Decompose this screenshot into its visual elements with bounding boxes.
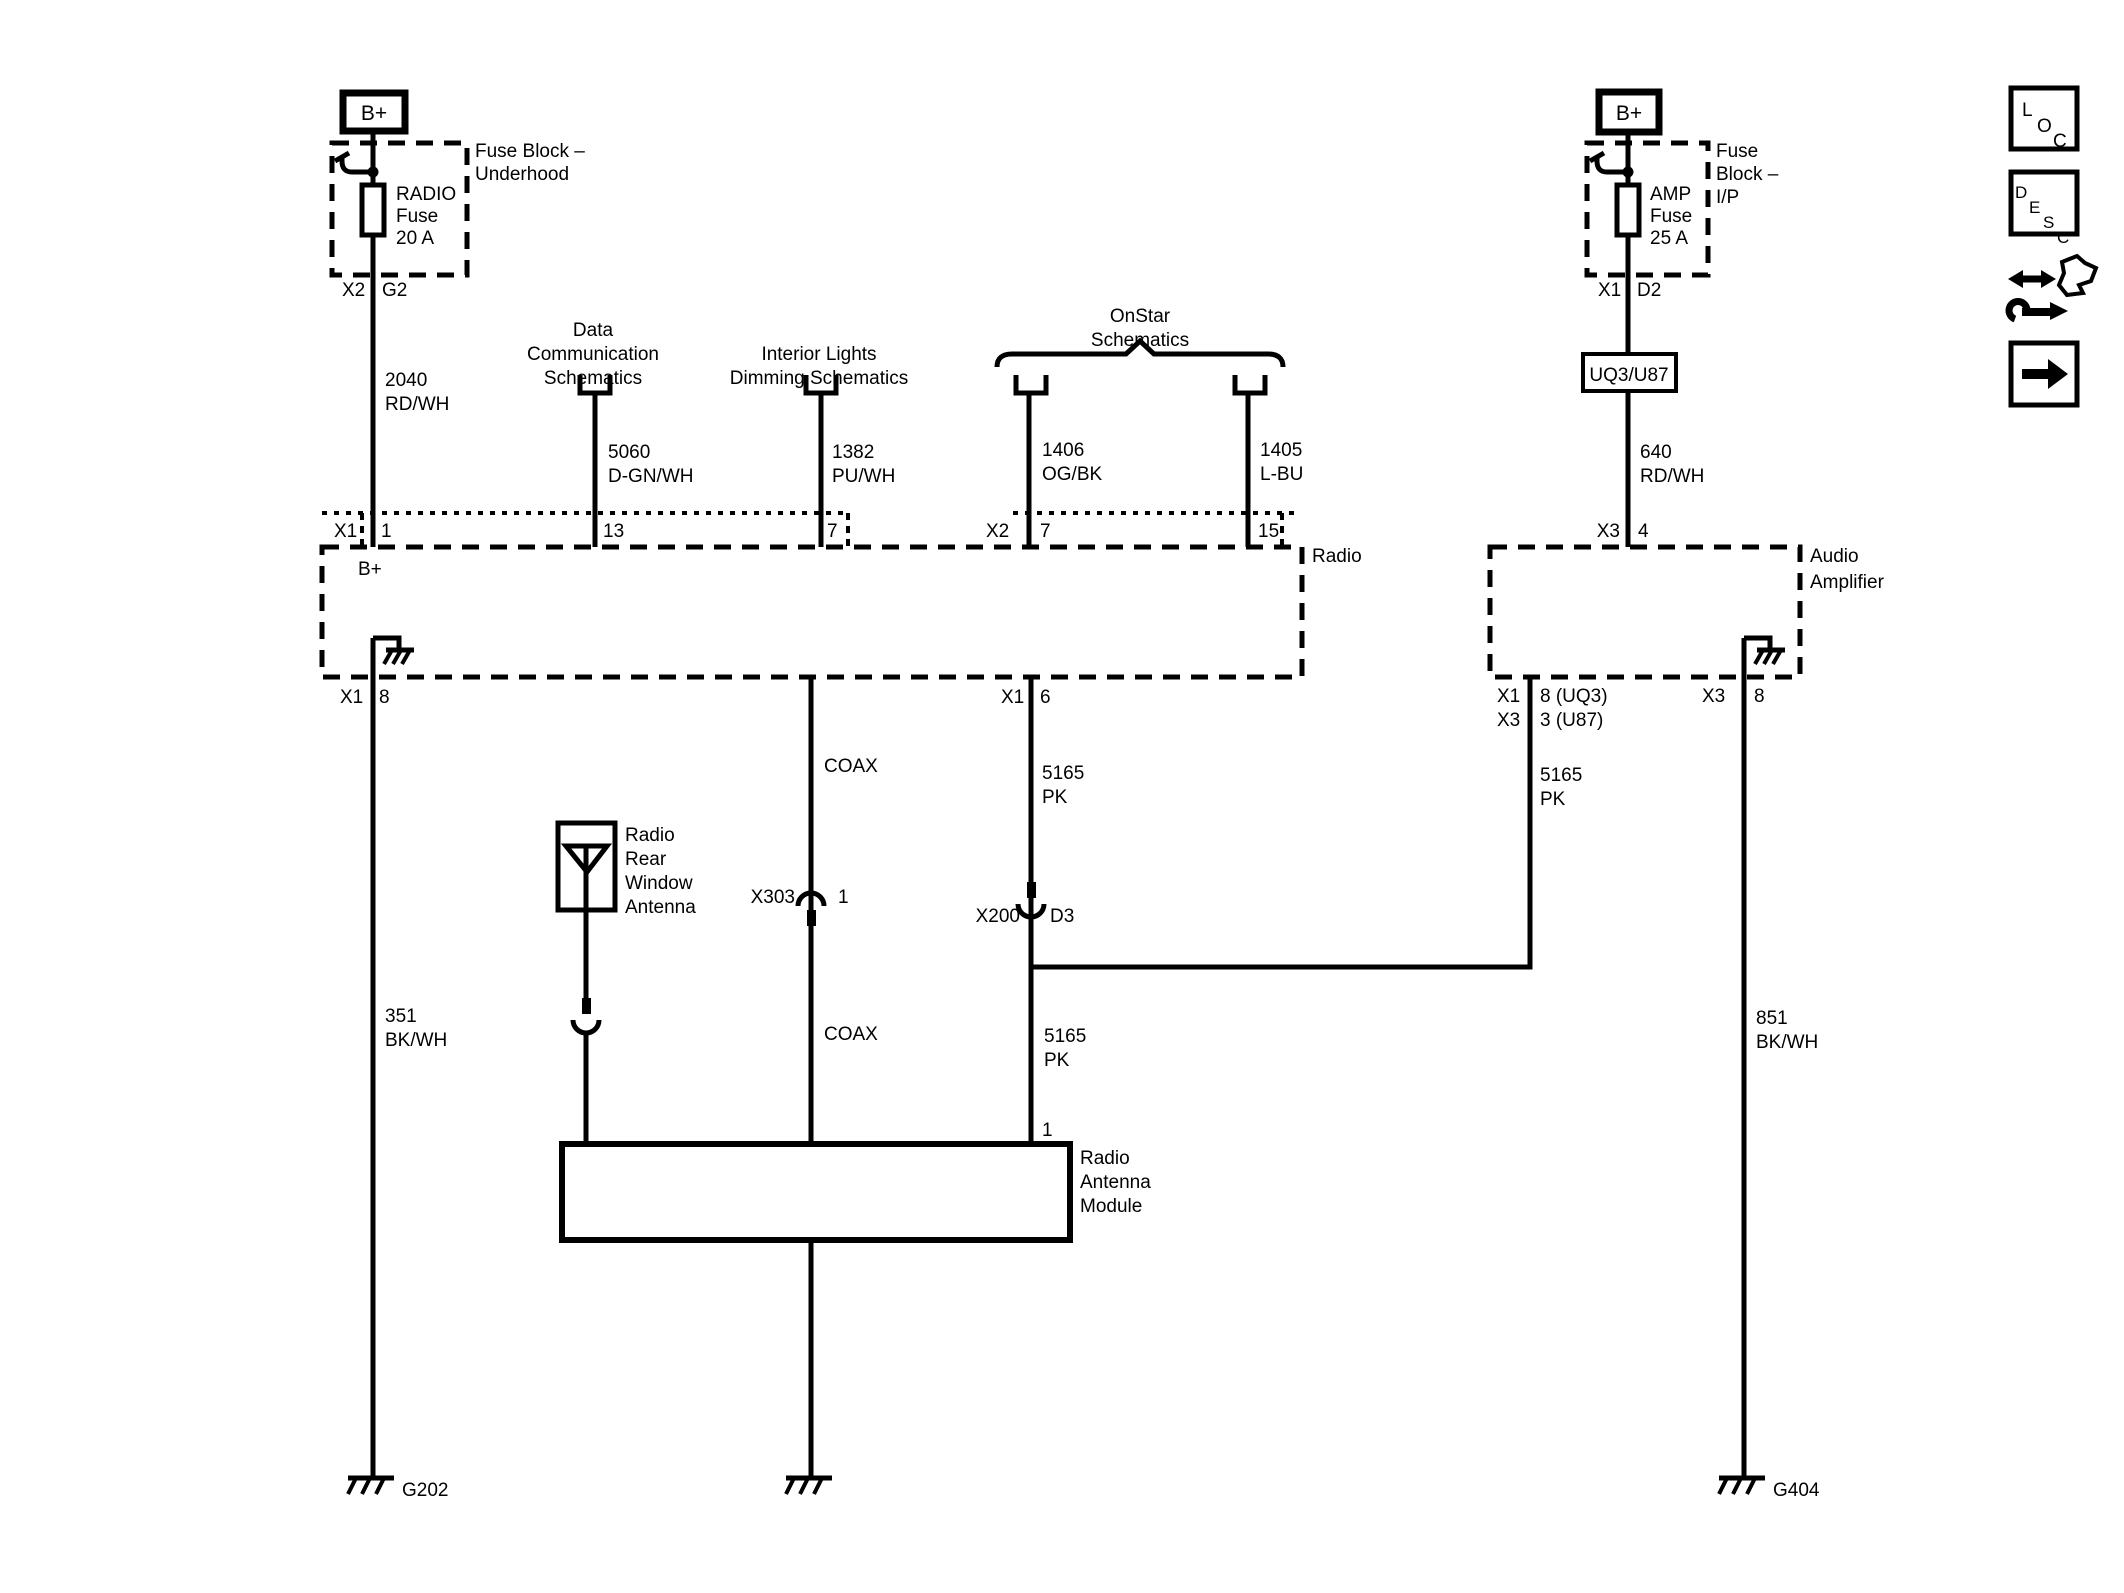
b-plus-label: B+ xyxy=(1615,102,1643,125)
radio-antenna-module xyxy=(562,1144,1151,1494)
amp-output-wire xyxy=(1031,677,1530,967)
wire-2040-rd-wh xyxy=(385,370,449,415)
wire-color: PU/WH xyxy=(832,466,896,487)
pin-7: 7 xyxy=(827,521,838,542)
radio-ground-run xyxy=(348,638,448,1501)
desc-letter-d: D xyxy=(2015,183,2028,202)
double-arrow-right-head xyxy=(2041,270,2056,288)
ref-label-line3[interactable]: Schematics xyxy=(543,368,643,389)
connector-id: X2 xyxy=(342,280,366,301)
block-title-line3: I/P xyxy=(1716,187,1740,208)
module-pin-1: 1 xyxy=(1042,1120,1053,1141)
connector-id-row1: X1 xyxy=(1497,686,1521,707)
loc-letter-o: O xyxy=(2037,116,2052,137)
nav-harness-tools-icon[interactable] xyxy=(2008,256,2096,320)
forward-arrow-head xyxy=(2048,359,2068,389)
ground-id-g202: G202 xyxy=(402,1480,449,1501)
junction-dot xyxy=(1623,167,1634,178)
ref-label-line2[interactable]: Dimming Schematics xyxy=(729,368,909,389)
antenna-signal-branch xyxy=(976,677,1583,1144)
inline-terminal-icon xyxy=(1027,882,1036,898)
wire-color-radio: PK xyxy=(1042,787,1068,808)
connector-x303-label: X303 xyxy=(750,887,795,908)
connector-id-x1-bottom: X1 xyxy=(340,687,364,708)
desc-letter-c: C xyxy=(2057,228,2070,247)
wire-color: OG/BK xyxy=(1042,464,1103,485)
connector-id: X1 xyxy=(1598,280,1622,301)
circuit-number: 851 xyxy=(1756,1008,1788,1029)
circuit-number: 2040 xyxy=(385,370,428,391)
ref-label-line1[interactable]: Data xyxy=(572,320,614,341)
junction-dot xyxy=(368,167,379,178)
circuit-number: 640 xyxy=(1640,442,1672,463)
module-label-line2: Antenna xyxy=(1080,1172,1151,1193)
ground-id-g404: G404 xyxy=(1773,1480,1820,1501)
off-page-bracket-icon xyxy=(1235,375,1265,393)
inline-terminal-icon xyxy=(807,910,816,926)
internal-b-plus-label: B+ xyxy=(358,559,382,580)
connector-id-x2: X2 xyxy=(986,521,1010,542)
pin-4: 4 xyxy=(1638,521,1649,542)
pin-7-x2: 7 xyxy=(1040,521,1051,542)
radio-outline xyxy=(322,547,1302,677)
block-title-line1: Fuse Block – xyxy=(475,141,585,162)
radio-component xyxy=(322,513,1362,708)
bus-attach-hook-icon xyxy=(335,153,373,172)
connector-id-gnd: X3 xyxy=(1702,686,1726,707)
pin-13: 13 xyxy=(603,521,625,542)
circuit-number: 5060 xyxy=(608,442,651,463)
pin-id: G2 xyxy=(382,280,408,301)
radio-label: Radio xyxy=(1312,546,1362,567)
amp-label-line2: Amplifier xyxy=(1810,572,1884,593)
pin-15: 15 xyxy=(1258,521,1280,542)
module-box xyxy=(562,1144,1070,1240)
connector-id-x3: X3 xyxy=(1596,521,1620,542)
ref-label-line2[interactable]: Schematics xyxy=(1090,330,1190,351)
forward-arrow-shaft xyxy=(2022,369,2048,379)
wire-640-rd-wh xyxy=(1640,442,1704,487)
ref-label-line2[interactable]: Communication xyxy=(527,344,659,365)
pin-8-gnd: 8 xyxy=(1754,686,1765,707)
pin-6: 6 xyxy=(1040,687,1051,708)
desc-letter-s: S xyxy=(2043,213,2055,232)
circuit-number-radio: 5165 xyxy=(1042,763,1085,784)
inline-terminal-icon xyxy=(582,998,591,1014)
connector-id-x1: X1 xyxy=(334,521,358,542)
antenna-label-line1: Radio xyxy=(625,825,675,846)
loc-letter-l: L xyxy=(2022,100,2033,121)
fuse-rating: 20 A xyxy=(396,228,435,249)
wire-color: RD/WH xyxy=(385,394,450,415)
wire-color: BK/WH xyxy=(1756,1032,1819,1053)
block-title-line2: Underhood xyxy=(475,164,570,185)
module-label-line1: Radio xyxy=(1080,1148,1130,1169)
pin-8: 8 xyxy=(379,687,390,708)
connector-id-x1-ant: X1 xyxy=(1001,687,1025,708)
coax-label-upper: COAX xyxy=(824,756,878,777)
wire-color-amp: PK xyxy=(1540,789,1566,810)
amp-fuse-icon xyxy=(1617,185,1639,235)
ref-interior-lights-dimming[interactable] xyxy=(730,344,908,547)
off-page-bracket-icon xyxy=(1016,375,1046,393)
wire-color: BK/WH xyxy=(385,1030,448,1051)
nav-loc-button[interactable] xyxy=(2011,88,2077,152)
ref-onstar[interactable] xyxy=(997,306,1303,547)
connector-x200-pin: D3 xyxy=(1050,906,1075,927)
coax-label-lower: COAX xyxy=(824,1024,878,1045)
fuse-name: AMP xyxy=(1650,184,1692,205)
bus-attach-hook-icon xyxy=(1590,153,1628,172)
connector-id-row2: X3 xyxy=(1497,710,1521,731)
wire-color-lower: PK xyxy=(1044,1050,1070,1071)
b-plus-label: B+ xyxy=(360,102,388,125)
pin-1: 1 xyxy=(381,521,392,542)
fuse-name: RADIO xyxy=(396,184,457,205)
nav-forward-button[interactable] xyxy=(2011,343,2077,405)
antenna-label-line4: Antenna xyxy=(625,897,696,918)
inline-connector-icon xyxy=(573,1020,599,1033)
ref-label-line1[interactable]: OnStar xyxy=(1109,306,1171,327)
antenna-label-line2: Rear xyxy=(625,849,667,870)
wire-color: D-GN/WH xyxy=(608,466,694,487)
circuit-number-lower: 5165 xyxy=(1044,1026,1087,1047)
module-label-line3: Module xyxy=(1080,1196,1143,1217)
desc-letter-e: E xyxy=(2029,198,2041,217)
audio-amplifier-component xyxy=(1490,521,1885,731)
amplifier-ground-run xyxy=(1719,638,1820,1501)
block-title-line1: Fuse xyxy=(1716,141,1759,162)
loc-letter-c: C xyxy=(2053,131,2067,152)
coax-branch xyxy=(751,677,879,1144)
rpo-option-label: UQ3/U87 xyxy=(1589,365,1669,386)
circuit-number-amp: 5165 xyxy=(1540,765,1583,786)
block-title-line2: Block – xyxy=(1716,164,1779,185)
antenna-label-line3: Window xyxy=(625,873,693,894)
fuse-word: Fuse xyxy=(396,206,439,227)
amplifier-outline xyxy=(1490,547,1800,677)
circuit-number: 1406 xyxy=(1042,440,1085,461)
circuit-number: 1382 xyxy=(832,442,875,463)
connector-x303-pin: 1 xyxy=(838,887,849,908)
double-arrow-left-head xyxy=(2008,270,2023,288)
wire-color: L-BU xyxy=(1260,464,1304,485)
connector-x200-label: X200 xyxy=(975,906,1020,927)
circuit-number: 1405 xyxy=(1260,440,1303,461)
pin-id: D2 xyxy=(1637,280,1662,301)
fuse-word: Fuse xyxy=(1650,206,1693,227)
rear-window-antenna xyxy=(558,823,696,1144)
nav-desc-button[interactable] xyxy=(2011,172,2077,247)
wire-color: RD/WH xyxy=(1640,466,1705,487)
radio-fuse-icon xyxy=(362,185,384,235)
outline-arrow-icon xyxy=(2059,256,2096,295)
ref-label-line1[interactable]: Interior Lights xyxy=(761,344,877,365)
amp-label-line1: Audio xyxy=(1810,546,1859,567)
wrench-arrow-head xyxy=(2050,302,2068,320)
fuse-rating: 25 A xyxy=(1650,228,1689,249)
circuit-number: 351 xyxy=(385,1006,417,1027)
fuse-block-underhood xyxy=(332,93,585,547)
pin-8-uq3: 8 (UQ3) xyxy=(1540,686,1608,707)
pin-3-u87: 3 (U87) xyxy=(1540,710,1604,731)
